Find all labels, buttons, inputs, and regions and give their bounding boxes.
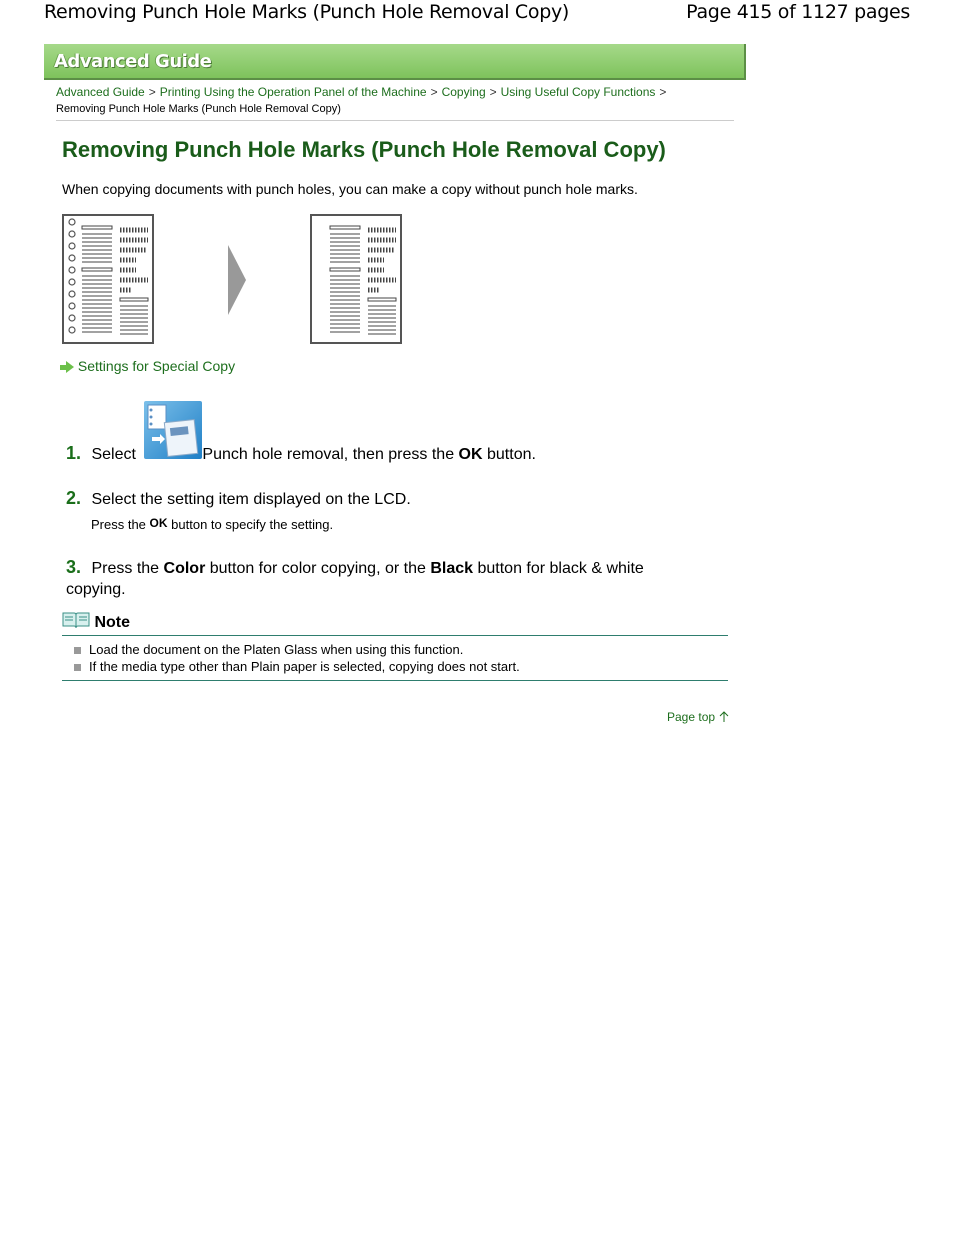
arrow-right-icon: [228, 245, 246, 315]
detail-text: Press the: [91, 517, 146, 532]
breadcrumb-link-useful-copy[interactable]: Using Useful Copy Functions: [500, 85, 656, 99]
page-header: [0, 0, 954, 26]
page-top-label: Page top: [667, 710, 716, 724]
banner-label: Advanced Guide: [54, 51, 212, 72]
step-text: button.: [487, 446, 536, 463]
punch-hole-removal-icon: [144, 401, 202, 459]
ok-key-label: OK: [149, 516, 168, 530]
breadcrumb-link-copying[interactable]: Copying: [441, 85, 486, 99]
page-title: Removing Punch Hole Marks (Punch Hole Removal Copy): [62, 137, 666, 162]
advanced-guide-banner: [44, 44, 746, 80]
step-2: [66, 488, 411, 509]
step-text: button for color copying, or the: [209, 560, 426, 577]
color-key-label: Color: [163, 560, 206, 577]
document-with-holes-illustration: [62, 214, 154, 344]
note-divider: [62, 680, 728, 681]
detail-text: button to specify the setting.: [171, 517, 334, 532]
step-1: [66, 443, 536, 464]
divider: [56, 120, 734, 121]
breadcrumb-sep: >: [659, 85, 667, 99]
note-heading: [62, 611, 130, 632]
note-list: [74, 641, 520, 675]
document-without-holes-illustration: [310, 214, 402, 344]
breadcrumb-sep: >: [430, 85, 438, 99]
arrow-up-icon: [718, 711, 730, 723]
breadcrumb-sep: >: [489, 85, 497, 99]
header-title: Removing Punch Hole Marks (Punch Hole Removal Copy): [44, 1, 570, 23]
breadcrumb-link-printing[interactable]: Printing Using the Operation Panel of the Machine: [159, 85, 427, 99]
link-label: Settings for Special Copy: [77, 358, 236, 374]
black-key-label: Black: [430, 560, 474, 577]
breadcrumb-sep: >: [148, 85, 156, 99]
page-top-link[interactable]: [667, 710, 730, 724]
step-number: 2.: [66, 488, 82, 508]
breadcrumb-link-advanced-guide[interactable]: Advanced Guide: [56, 85, 145, 99]
step-2-detail: [91, 516, 333, 532]
step-number: 1.: [66, 443, 82, 463]
note-divider: [62, 635, 728, 636]
step-text: Press the: [91, 560, 160, 577]
ok-key-label: OK: [458, 446, 483, 463]
step-text: Select the setting item displayed on the LCD.: [91, 491, 411, 508]
intro-text: When copying documents with punch holes, you can make a copy without punch hole marks.: [62, 181, 638, 197]
settings-for-special-copy-link[interactable]: [60, 358, 235, 374]
note-item: Load the document on the Platen Glass when using this function.: [74, 641, 520, 658]
link-arrow-icon: [66, 361, 74, 373]
step-3: [66, 557, 686, 600]
note-title: Note: [94, 614, 131, 631]
book-icon: [62, 611, 90, 629]
step-text: Punch hole removal, then press the: [202, 446, 455, 463]
step-text: Select: [91, 446, 136, 463]
breadcrumb: [56, 84, 706, 117]
breadcrumb-current: Removing Punch Hole Marks (Punch Hole Removal Copy): [56, 103, 341, 115]
note-item: If the media type other than Plain paper is selected, copying does not start.: [74, 658, 520, 675]
step-text: button for black & white copying.: [66, 560, 644, 598]
step-number: 3.: [66, 557, 82, 577]
header-page-count: Page 415 of 1127 pages: [686, 1, 910, 23]
